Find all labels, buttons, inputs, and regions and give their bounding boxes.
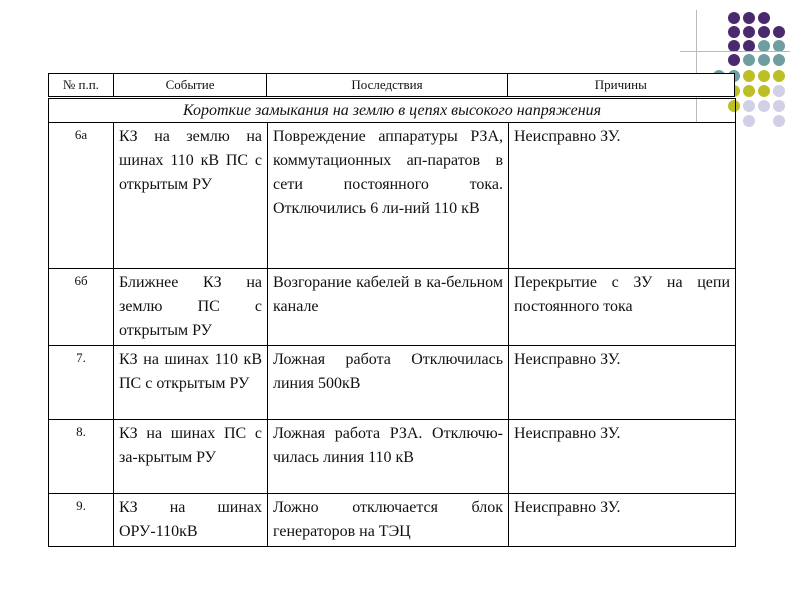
decorative-horizontal-line	[680, 51, 790, 52]
decorative-dot	[728, 54, 740, 66]
row-consequence: Ложная работа Отключилась линия 500кВ	[268, 346, 509, 420]
row-event: КЗ на шинах 110 кВ ПС с открытым РУ	[114, 346, 268, 420]
table-header	[48, 73, 735, 97]
row-number: 8.	[49, 420, 114, 494]
row-consequence: Возгорание кабелей в ка-бельном канале	[268, 269, 509, 346]
row-consequence: Ложная работа РЗА. Отключю- чилась линия 110 кВ	[268, 420, 509, 494]
decorative-dot	[773, 54, 785, 66]
row-cause: Неисправно ЗУ.	[509, 420, 736, 494]
section-title: Короткие замыкания на землю в цепях высокого напряжения	[49, 99, 736, 123]
header-event: Событие	[114, 74, 268, 96]
row-event: Ближнее КЗ на землю ПС с открытым РУ	[114, 269, 268, 346]
decorative-dot	[773, 85, 785, 97]
decorative-dot	[743, 85, 755, 97]
table-row	[49, 269, 736, 346]
table-row	[49, 494, 736, 547]
decorative-dot	[758, 12, 770, 24]
decorative-dot	[773, 115, 785, 127]
header-number: № п.п.	[49, 74, 114, 96]
decorative-dot	[743, 115, 755, 127]
header-causes: Причины	[594, 77, 647, 92]
section-row	[49, 99, 736, 123]
decorative-dot	[743, 70, 755, 82]
decorative-dot	[773, 100, 785, 112]
decorative-dot	[728, 12, 740, 24]
decorative-dot	[758, 85, 770, 97]
incident-table	[48, 98, 736, 547]
table-row	[49, 123, 736, 269]
row-event: КЗ на землю на шинах 110 кВ ПС с открытым РУ	[114, 123, 268, 269]
row-cause: Неисправно ЗУ.	[509, 346, 736, 420]
decorative-dot	[773, 70, 785, 82]
row-cause: Неисправно ЗУ.	[509, 494, 736, 547]
row-number: 6б	[49, 269, 114, 346]
header-consequences: Последствия	[267, 74, 507, 96]
row-cause: Перекрытие с ЗУ на цепи постоянного тока	[509, 269, 736, 346]
row-event: КЗ на шинах ОРУ-110кВ	[114, 494, 268, 547]
decorative-dot	[758, 26, 770, 38]
table-row	[49, 420, 736, 494]
row-number: 9.	[49, 494, 114, 547]
decorative-dot	[758, 70, 770, 82]
row-number: 6а	[49, 123, 114, 269]
decorative-dot	[743, 54, 755, 66]
decorative-dot	[728, 26, 740, 38]
decorative-dot	[758, 100, 770, 112]
row-consequence: Ложно отключается блок генераторов на ТЭЦ	[268, 494, 509, 547]
row-number: 7.	[49, 346, 114, 420]
table-row	[49, 346, 736, 420]
decorative-dot	[773, 26, 785, 38]
row-consequence: Повреждение аппаратуры РЗА, коммутационных ап-паратов в сети постоянного тока. Отключились 6 ли-ний 110 кВ	[268, 123, 509, 269]
row-cause: Неисправно ЗУ.	[509, 123, 736, 269]
decorative-dot	[743, 12, 755, 24]
row-event: КЗ на шинах ПС с за-крытым РУ	[114, 420, 268, 494]
decorative-dot	[743, 26, 755, 38]
decorative-dot	[743, 100, 755, 112]
decorative-dot	[758, 54, 770, 66]
